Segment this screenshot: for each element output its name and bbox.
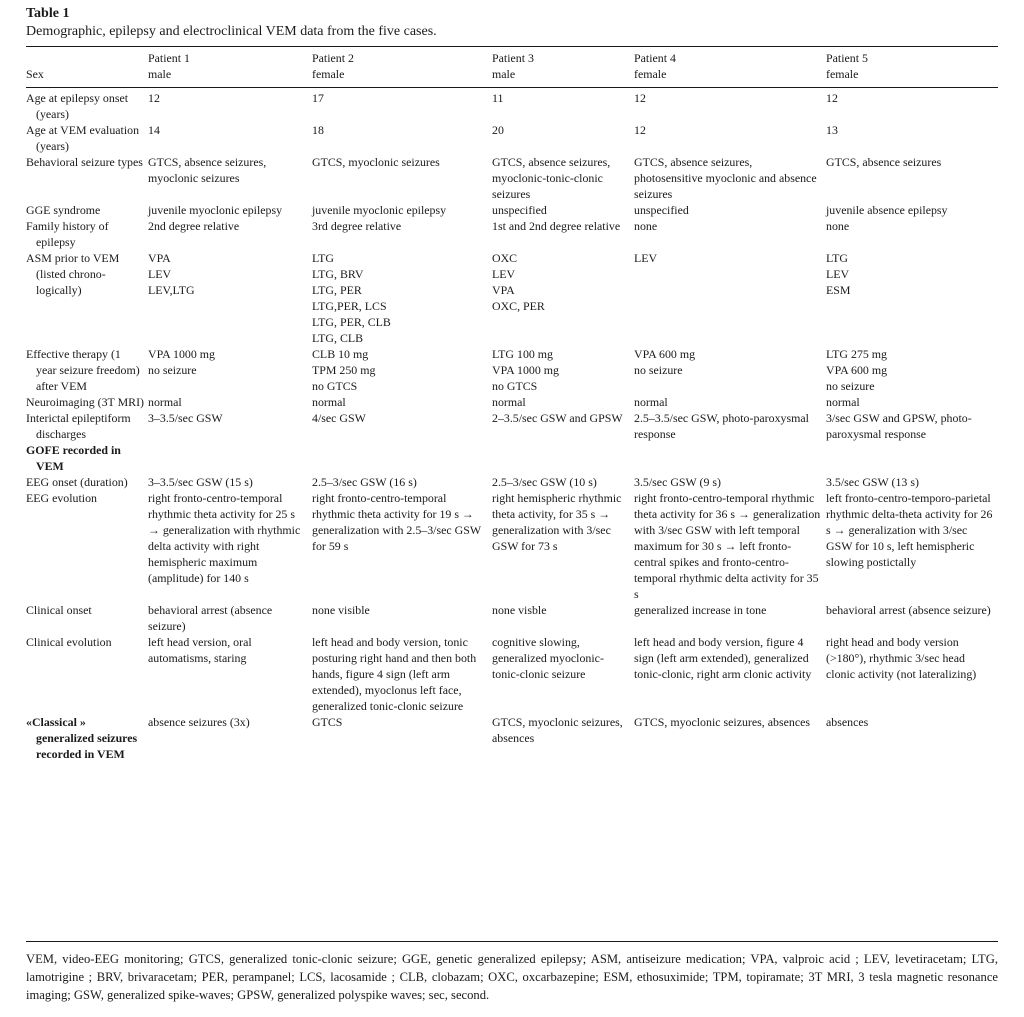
table-cell [826,250,998,346]
cell-line: LTG, PER [312,283,362,297]
table-cell: 4/sec GSW [312,411,366,425]
table-cell: 2nd degree relative [148,219,240,233]
table-cell: unspecified [492,203,547,217]
table-cell: GTCS, myoclonic seizures, absences [634,715,811,729]
cell-line: no seizure [148,363,197,377]
cell-line: LEV [148,267,172,281]
table-title: Table 1 [26,6,70,21]
table-cell [312,346,492,394]
header-row-label: Sex [26,67,44,81]
cell-line: LTG,PER, LCS [312,299,387,313]
table-cell: left fronto-centro-temporo-parietal rhythmic delta-theta activity for 26 s → generalization with 3/sec GSW for 10 s, left hemispheric slowing postictally [826,491,993,569]
table-row [26,154,998,202]
table-cell: 3rd degree relative [312,219,402,233]
table-cell [492,442,634,474]
table-subtitle: Demographic, epilepsy and electroclinical VEM data from the five cases. [26,24,437,39]
table-row [26,714,998,762]
table-cell [148,346,312,394]
table-cell: left head version, oral automatisms, staring [148,635,252,665]
cell-line: CLB 10 mg [312,347,369,361]
table-cell: 12 [826,91,838,105]
table-row [26,122,998,154]
cell-line: LTG, CLB [312,331,364,345]
table-cell: normal [312,395,346,409]
header-patient-4: Patient 4 female [634,51,676,81]
table-cell [826,346,998,394]
cell-line: LEV [826,267,850,281]
table-cell: normal [148,395,182,409]
table-cell [492,346,634,394]
table-row [26,602,998,634]
cell-line: LTG [312,251,335,265]
table-row [26,394,998,410]
table-cell: 3/sec GSW and GPSW, photo-paroxysmal response [826,411,972,441]
table-cell: behavioral arrest (absence seizure) [826,603,991,617]
cell-line: VPA 600 mg [634,347,696,361]
cell-line: no seizure [634,363,683,377]
table-cell: none [826,219,850,233]
row-label: Age at VEM evaluation (years) [26,123,140,153]
table-row [26,410,998,442]
table-cell: 3.5/sec GSW (9 s) [634,475,721,489]
table-cell: 1st and 2nd degree relative [492,219,621,233]
table-row [26,490,998,602]
table-cell: 3.5/sec GSW (13 s) [826,475,919,489]
table-cell [634,346,826,394]
table-cell: GTCS, absence seizures [826,155,942,169]
cell-line: LTG [826,251,849,265]
cell-line: OXC, PER [492,299,545,313]
table-cell: 2–3.5/sec GSW and GPSW [492,411,623,425]
table-cell: 12 [148,91,160,105]
table-cell: none [634,219,658,233]
table-cell: 3–3.5/sec GSW [148,411,223,425]
data-table [26,50,998,762]
table-cell: none visible [312,603,370,617]
row-label: GOFE recorded in VEM [26,443,121,473]
table-cell: 18 [312,123,324,137]
header-patient-3: Patient 3 male [492,51,534,81]
table-cell: 11 [492,91,504,105]
table-cell [312,442,492,474]
header-patient-1: Patient 1 male [148,51,190,81]
table-cell: GTCS [312,715,343,729]
cell-line: no seizure [826,379,875,393]
row-label: Clinical onset [26,603,92,617]
table-cell: 14 [148,123,160,137]
cell-line: VPA 1000 mg [492,363,559,377]
table-cell: left head and body version, figure 4 sign (left arm extended), generalized tonic-clonic, right arm clonic activity [634,635,812,681]
table-cell: 12 [634,91,646,105]
table-row [26,218,998,250]
table-cell: 3–3.5/sec GSW (15 s) [148,475,253,489]
table-cell: juvenile myoclonic epilepsy [312,203,447,217]
row-label: EEG onset (duration) [26,475,128,489]
table-cell: 17 [312,91,324,105]
table-cell: absences [826,715,869,729]
table-cell: right hemispheric rhythmic theta activity, for 35 s → generalization with 3/sec GSW for 73 s [492,491,622,553]
cell-line: VPA 600 mg [826,363,888,377]
table-row [26,474,998,490]
table-cell: GTCS, absence seizures, photosensitive myoclonic and absence seizures [634,155,817,201]
table-cell: right head and body version (>180°), rhythmic 3/sec head clonic activity (not lateralizing) [826,635,977,681]
row-label: «Classical » generalized seizures recorded in VEM [26,715,138,761]
table-cell [826,442,998,474]
table-cell: GTCS, absence seizures, myoclonic-tonic-clonic seizures [492,155,611,201]
cell-line: no GTCS [492,379,538,393]
table-body [26,84,998,762]
row-label: EEG evolution [26,491,98,505]
table-cell: right fronto-centro-temporal rhythmic theta activity for 19 s → generalization with 2.5–3/sec GSW for 59 s [312,491,481,553]
header-row [26,50,998,84]
table-row [26,442,998,474]
cell-line: VPA [148,251,171,265]
table-cell: right fronto-centro-temporal rhythmic theta activity for 36 s → generalization with 3/sec GSW with left temporal maximum for 30 s → left fronto-central spikes and fronto-centro-temporal rhythmic delta activity for 35 s [634,491,821,601]
table-cell: left head and body version, tonic posturing right hand and then both hands, figure 4 sign (left arm extended), myoclonus left face, generalized tonic-clonic seizure [312,635,477,713]
table-cell: 2.5–3/sec GSW (16 s) [312,475,417,489]
row-label: Effective therapy (1 year seizure freedom) after VEM [26,347,140,393]
cell-line: VPA [492,283,515,297]
table-cell: GTCS, myoclonic seizures, absences [492,715,623,745]
table-row [26,346,998,394]
table-cell [148,250,312,346]
table-cell: none visble [492,603,547,617]
cell-line: LTG, PER, CLB [312,315,391,329]
row-label: Neuroimaging (3T MRI) [26,395,145,409]
cell-line: TPM 250 mg [312,363,376,377]
table-cell: behavioral arrest (absence seizure) [148,603,273,633]
table-cell [634,250,826,346]
table-cell: cognitive slowing, generalized myoclonic- tonic-clonic seizure [492,635,604,681]
table-cell: 20 [492,123,504,137]
table-cell: 2.5–3.5/sec GSW, photo-paroxysmal response [634,411,809,441]
bottom-rule [26,941,998,942]
table-cell: unspecified [634,203,689,217]
row-label: Clinical evolution [26,635,112,649]
table-row [26,634,998,714]
header-patient-5: Patient 5 female [826,51,868,81]
table-cell: absence seizures (3x) [148,715,250,729]
table-cell [634,442,826,474]
table-cell: GTCS, myoclonic seizures [312,155,440,169]
cell-line: LTG 275 mg [826,347,887,361]
top-rule [26,46,998,47]
table-footnote: VEM, video-EEG monitoring; GTCS, generalized tonic-clonic seizure; GGE, genetic generalized epilepsy; ASM, antiseizure medication; VPA, valproic acid ; LEV, levetiracetam; LTG, lamotrigine ; BRV, brivaracetam; PER, perampanel; LCS, lacosamide ; CLB, clobazam; OXC, oxcarbazepine; ESM, ethosuximide; TPM, topiramate; 3T MRI, 3 tesla magnetic resonance imaging; GSW, generalized spike-waves; GPSW, generalized polyspike waves; sec, second. [26,952,998,1002]
table-row [26,84,998,122]
row-label: GGE syndrome [26,203,101,217]
cell-line: ESM [826,283,851,297]
table-cell: juvenile myoclonic epilepsy [148,203,283,217]
cell-line: LEV [492,267,516,281]
row-label: Age at epilepsy onset (years) [26,91,129,121]
table-cell: 2.5–3/sec GSW (10 s) [492,475,597,489]
cell-line: LTG, BRV [312,267,364,281]
cell-line: LEV [634,251,658,265]
cell-line: LTG 100 mg [492,347,553,361]
table-cell [148,442,312,474]
table-row [26,202,998,218]
row-label: Behavioral seizure types [26,155,143,169]
table-cell: 13 [826,123,838,137]
table-cell: normal [634,395,668,409]
table-cell: right fronto-centro-temporal rhythmic theta activity for 25 s → generalization with rhythmic delta activity with right hemispheric maximum (amplitude) for 140 s [148,491,301,585]
table-cell: normal [492,395,526,409]
table-row [26,250,998,346]
table-cell: GTCS, absence seizures, myoclonic seizures [148,155,267,185]
cell-line: LEV,LTG [148,283,195,297]
table-cell [492,250,634,346]
cell-line: VPA 1000 mg [148,347,215,361]
row-label: Family history of epilepsy [26,219,109,249]
table-cell: juvenile absence epilepsy [826,203,948,217]
table-cell: generalized increase in tone [634,603,767,617]
row-label: ASM prior to VEM (listed chrono-logically) [26,251,120,297]
cell-line: OXC [492,251,518,265]
row-label: Interictal epileptiform discharges [26,411,131,441]
header-patient-2: Patient 2 female [312,51,354,81]
cell-line: no GTCS [312,379,358,393]
table-cell: normal [826,395,860,409]
table-cell: 12 [634,123,646,137]
table-cell [312,250,492,346]
